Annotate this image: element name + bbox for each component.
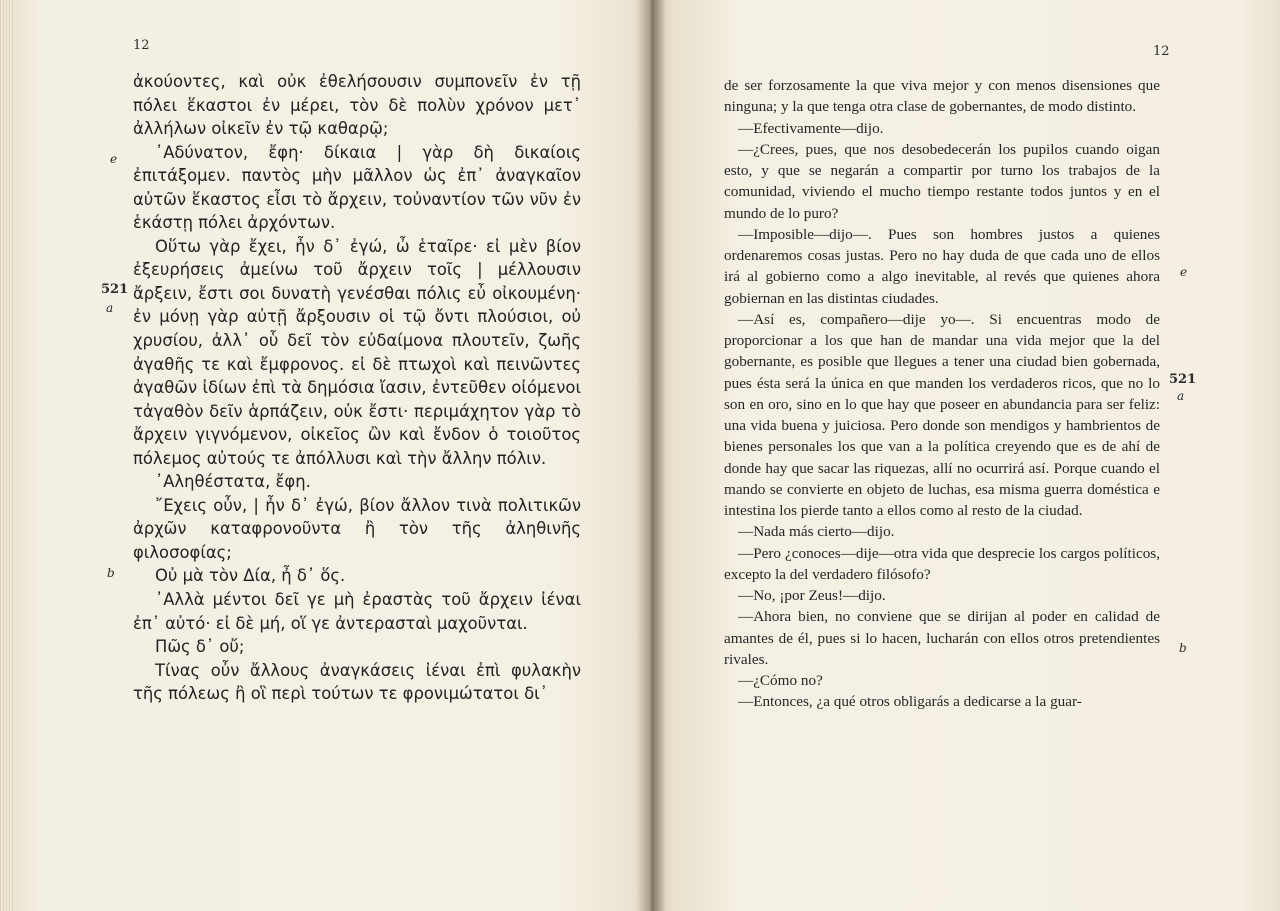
greek-paragraph: ἀκούοντες, καὶ οὐκ ἐθελήσουσιν συμπονεῖν ἐν τῇ πόλει ἕκαστοι ἐν μέρει, τὸν δὲ πολὺν χρόνον μετ᾽ ἀλλήλων οἰκεῖν ἐν τῷ καθαρῷ; [133,72,581,139]
margin-marker-521-left: 521 [101,282,129,297]
spanish-paragraph: —Ahora bien, no conviene que se dirijan al poder en calidad de amantes de él, pues si lo hacen, lucharán con ellos otros pretendientes rivales. [724,608,1160,668]
greek-paragraph: Οὕτω γὰρ ἔχει, ἦν δ᾽ ἐγώ, ὦ ἑταῖρε· εἰ μὲν βίον ἐξευρήσεις ἀμείνω τοῦ ἄρχειν τοῖς | μέλλουσιν ἄρξειν, ἔστι σοι δυνατὴ γενέσθαι πόλις εὖ οἰκουμένη· ἐν μόνῃ γὰρ αὐτῇ ἄρξουσιν οἱ τῷ ὄντι πλούσιοι, οὐ χρυσίου, ἀλλ᾽ οὗ δεῖ τὸν εὐδαίμονα πλουτεῖν, ζωῆς ἀγαθῆς τε καὶ ἔμφρονος. εἰ δὲ πτωχοὶ καὶ πεινῶντες ἀγαθῶν ἰδίων ἐπὶ τὰ δημόσια ἴασιν, ἐντεῦθεν οἰόμενοι τἀγαθὸν δεῖν ἁρπάζειν, οὐκ ἔστι· περιμάχητον γὰρ τὸ ἄρχειν γιγνόμενον, οἰκεῖος ὢν καὶ ἔνδον ὁ τοιοῦτος πόλεμος αὐτούς τε ἀπόλλυσι καὶ τὴν ἄλλην πόλιν. [133,236,581,468]
greek-paragraph: Τίνας οὖν ἄλλους ἀναγκάσεις ἰέναι ἐπὶ φυλακὴν τῆς πόλεως ἢ οἳ περὶ τούτων τε φρονιμώτατοι δι᾽ [133,660,581,704]
page-number-right: 12 [1153,44,1170,59]
greek-paragraph: ᾽Αδύνατον, ἔφη· δίκαια | γὰρ δὴ δικαίοις ἐπιτάξομεν. παντὸς μὴν μᾶλλον ὡς ἐπ᾽ ἀναγκαῖον αὐτῶν ἕκαστος εἶσι τὸ ἄρχειν, τοὐναντίον τῶν νῦν ἐν ἑκάστῃ πόλει ἀρχόντων. [133,142,581,233]
book-gutter [636,0,666,911]
spanish-paragraph: —Entonces, ¿a qué otros obligarás a dedicarse a la guar- [738,693,1082,711]
page-number-left: 12 [133,38,150,53]
spanish-paragraph: —Efectivamente—dijo. [738,119,884,137]
greek-paragraph: ᾽Αληθέστατα, ἔφη. [155,472,311,492]
spanish-paragraph: —¿Cómo no? [738,672,823,689]
margin-marker-e-left: e [110,152,118,166]
spanish-paragraph: —Pero ¿conoces—dije—otra vida que desprecie los cargos políticos, excepto la del verdadero filósofo? [724,544,1160,583]
greek-text [133,70,581,706]
margin-marker-b-left: b [107,566,115,580]
right-page [650,0,1280,911]
greek-paragraph: ῎Εχεις οὖν, | ἦν δ᾽ ἐγώ, βίον ἄλλον τινὰ πολιτικῶν ἀρχῶν καταφρονοῦντα ἢ τὸν τῆς ἀληθινῆς φιλοσοφίας; [133,495,581,562]
greek-paragraph: Πῶς δ᾽ οὔ; [155,637,245,657]
spanish-paragraph: de ser forzosamente la que viva mejor y con menos disensiones que ninguna; y la que tenga otra clase de gobernantes, de modo distinto. [724,77,1160,116]
spanish-paragraph: —No, ¡por Zeus!—dijo. [738,587,886,604]
spanish-paragraph: —¿Crees, pues, que nos desobedecerán los pupilos cuando oigan esto, y que se negarán a compartir por turno los trabajos de la comunidad, viviendo el mucho tiempo restante todos juntos y en el mundo de lo puro? [724,140,1160,222]
spanish-paragraph: —Nada más cierto—dijo. [738,523,895,541]
greek-paragraph: ᾽Αλλὰ μέντοι δεῖ γε μὴ ἐραστὰς τοῦ ἄρχειν ἰέναι ἐπ᾽ αὐτό· εἰ δὲ μή, οἵ γε ἀντερασταὶ μαχοῦνται. [133,590,581,633]
spanish-text [724,75,1160,713]
spanish-paragraph: —Así es, compañero—dije yo—. Si encuentras modo de proporcionar a los que han de mandar una vida mejor que la del gobernante, es posible que llegues a tener una ciudad bien gobernada, pues ésta será la única en que manden los verdaderos ricos, que no lo son en oro, sino en lo que hay que poseer en abundancia para ser feliz: una vida buena y juiciosa. Pero donde son mendigos y hambrientos de bienes personales los que van a la política creyendo que es de ahí de donde hay que sacar las riquezas, allí no ocurrirá así. Porque cuando el mando se convierte en objeto de luchas, esa misma guerra doméstica e intestina los pierde tanto a ellos como al resto de la ciudad. [724,310,1160,519]
page-edge [0,0,14,911]
margin-marker-b-right: b [1179,641,1187,655]
greek-paragraph: Οὐ μὰ τὸν Δία, ἦ δ᾽ ὅς. [155,566,346,586]
spanish-paragraph: —Imposible—dijo—. Pues son hombres justos a quienes ordenaremos cosas justas. Pero no hay duda de que cada uno de ellos irá al gobierno como a algo inevitable, al revés que quienes ahora gobiernan en las distintas ciudades. [724,225,1160,307]
margin-marker-a-right: a [1177,389,1185,403]
margin-marker-a-left: a [106,301,114,315]
margin-marker-521-right: 521 [1169,372,1197,387]
margin-marker-e-right: e [1180,265,1188,279]
